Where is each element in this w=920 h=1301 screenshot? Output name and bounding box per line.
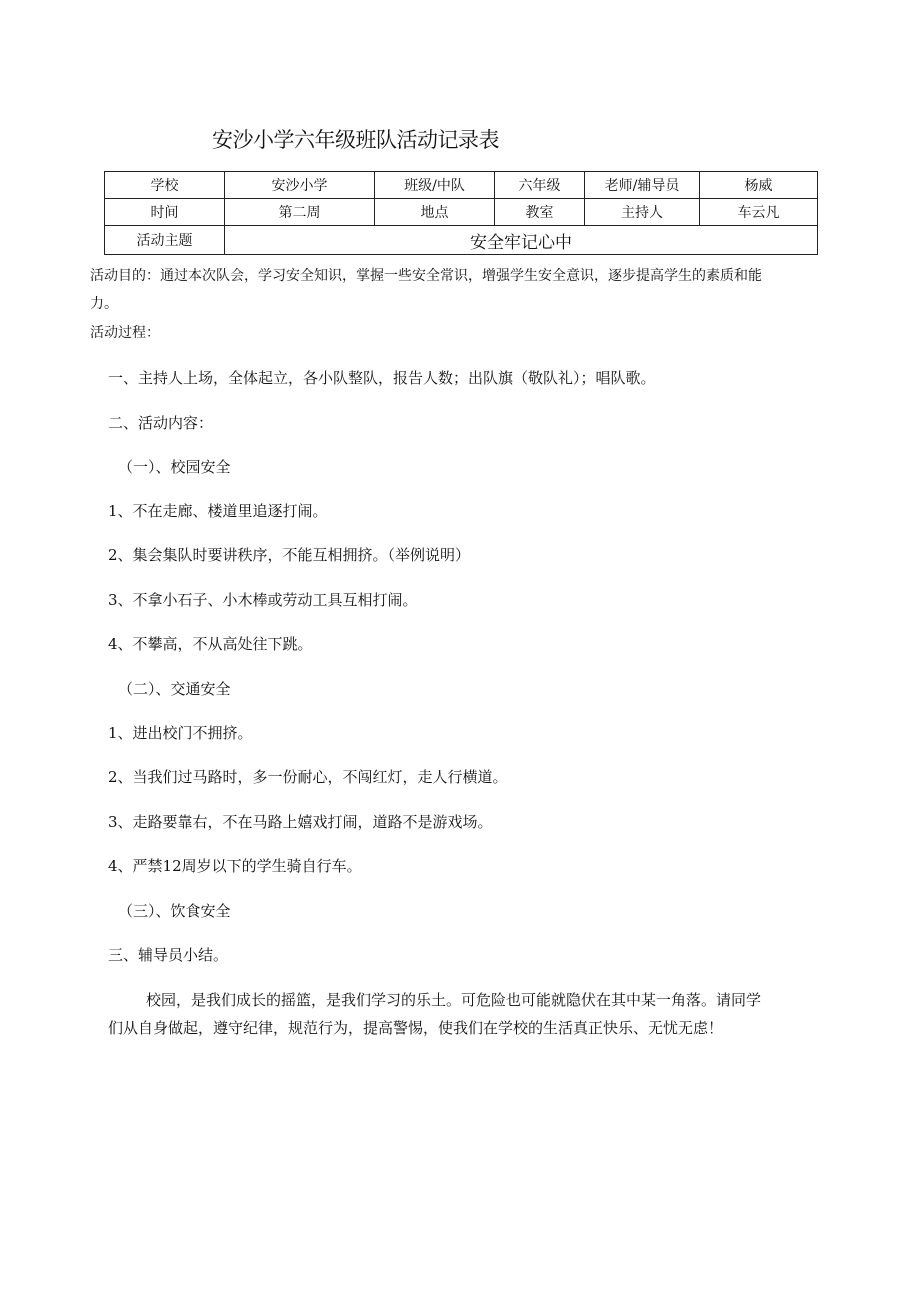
list-item: 1、不在走廊、楼道里追逐打闹。	[108, 502, 328, 520]
class-label: 班级/中队	[375, 172, 495, 199]
teacher-value: 杨威	[700, 172, 818, 199]
list-item: 4、严禁12周岁以下的学生骑自行车。	[108, 857, 362, 875]
list-item: 3、走路要靠右，不在马路上嬉戏打闹，道路不是游戏场。	[108, 813, 493, 831]
step-3: 三、辅导员小结。	[108, 946, 229, 964]
info-table	[104, 171, 818, 255]
food-heading: （三）、饮食安全	[118, 902, 231, 920]
location-label: 地点	[375, 199, 495, 226]
traffic-heading: （二）、交通安全	[118, 680, 231, 698]
time-value: 第二周	[225, 199, 375, 226]
list-item: 2、当我们过马路时，多一份耐心，不闯红灯，走人行横道。	[108, 768, 508, 786]
time-label: 时间	[105, 199, 225, 226]
step-1: 一、主持人上场，全体起立，各小队整队，报告人数；出队旗（敬队礼）；唱队歌。	[108, 369, 656, 387]
teacher-label: 老师/辅导员	[585, 172, 700, 199]
campus-heading: （一）、校园安全	[118, 458, 231, 476]
theme-label: 活动主题	[105, 226, 225, 255]
location-value: 教室	[495, 199, 585, 226]
purpose-line-1: 活动目的：通过本次队会，学习安全知识，掌握一些安全常识，增强学生安全意识，逐步提高学生的素质和能	[90, 268, 762, 284]
theme-value: 安全牢记心中	[225, 226, 818, 255]
purpose-line-2: 力。	[90, 296, 118, 312]
host-value: 车云凡	[700, 199, 818, 226]
class-value: 六年级	[495, 172, 585, 199]
host-label: 主持人	[585, 199, 700, 226]
summary-line-2: 们从自身做起，遵守纪律，规范行为，提高警惕，使我们在学校的生活真正快乐、无忧无虑！	[108, 1019, 724, 1037]
table-row	[105, 199, 818, 226]
page-title: 安沙小学六年级班队活动记录表	[212, 128, 499, 152]
step-2: 二、活动内容：	[108, 414, 214, 432]
list-item: 3、不拿小石子、小木棒或劳动工具互相打闹。	[108, 591, 418, 609]
process-label: 活动过程：	[90, 325, 160, 341]
table-row	[105, 172, 818, 199]
table-row	[105, 226, 818, 255]
list-item: 1、进出校门不拥挤。	[108, 724, 253, 742]
school-value: 安沙小学	[225, 172, 375, 199]
list-item: 4、不攀高，不从高处往下跳。	[108, 635, 313, 653]
summary-line-1: 校园，是我们成长的摇篮，是我们学习的乐土。可危险也可能就隐伏在其中某一角落。请同学	[146, 991, 762, 1009]
list-item: 2、集会集队时要讲秩序，不能互相拥挤。（举例说明）	[108, 546, 471, 564]
school-label: 学校	[105, 172, 225, 199]
